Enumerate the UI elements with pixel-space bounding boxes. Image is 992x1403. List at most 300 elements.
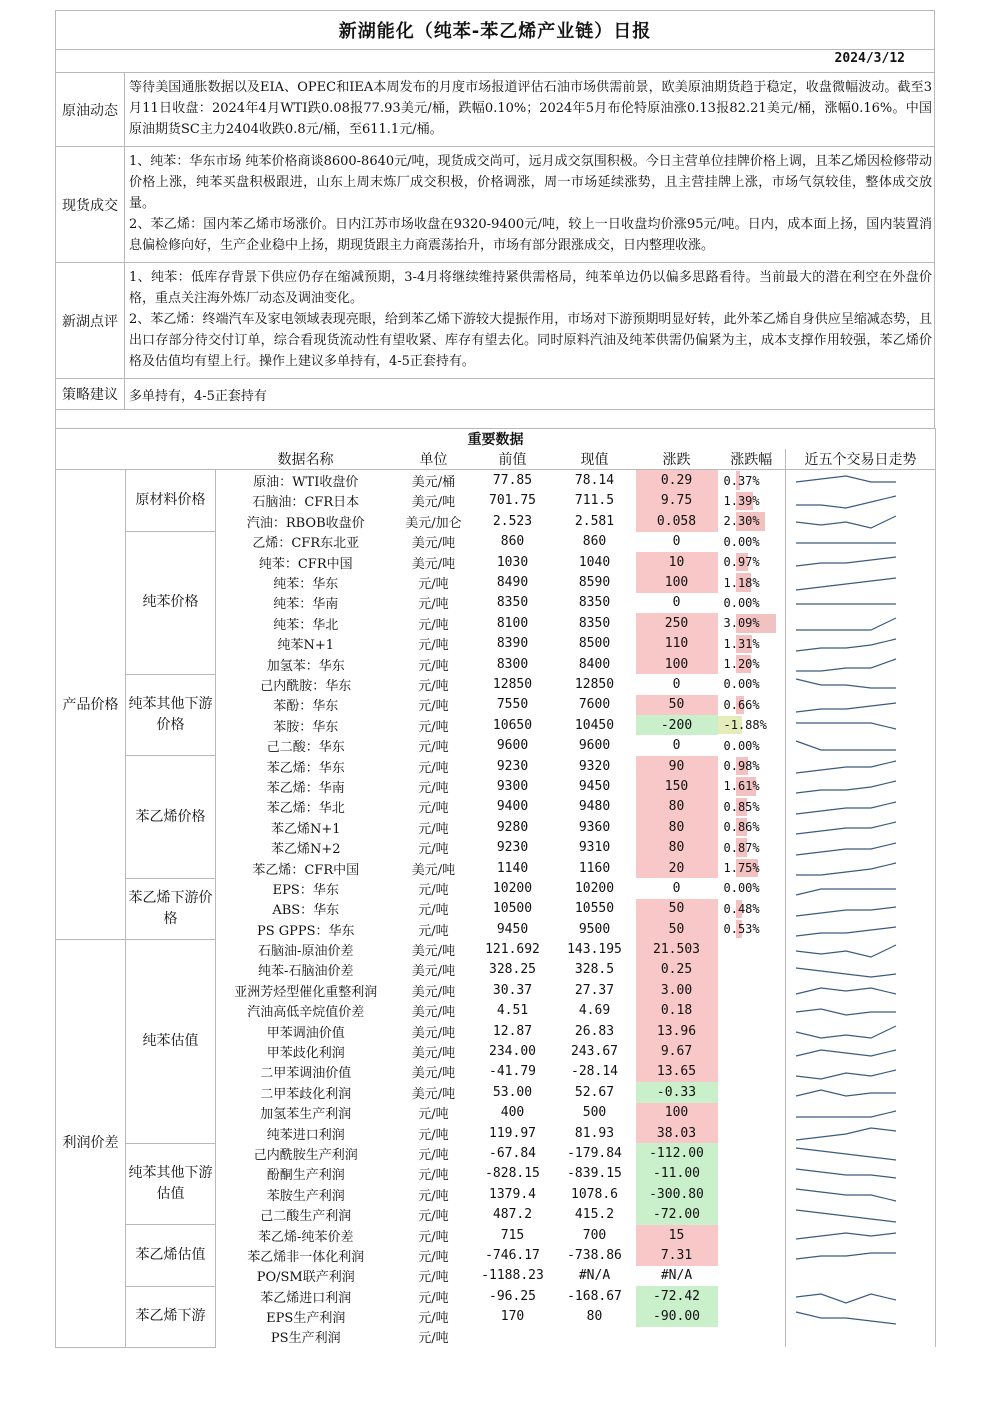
cell-name: 苯胺：华东 [216,715,396,735]
cell-prev: -1188.23 [481,1268,544,1284]
cell-name: 纯苯：华东 [216,572,396,592]
table-row [56,1225,936,1245]
cell-prev: 8490 [496,575,529,591]
cell-unit: 元/吨 [418,1311,449,1327]
column-header: 涨跌 [636,449,718,470]
cell-cur: 9500 [578,921,611,937]
pct-text: 0.85% [723,799,760,814]
cell-name: PS GPPS：华东 [216,919,396,939]
pct-text: 0.48% [723,901,760,916]
cell-name: 苯乙烯进口利润 [216,1286,396,1306]
sparkline [786,674,906,694]
cell-change: 21.503 [636,939,718,959]
pct-text: 0.00% [723,881,760,896]
cell-pct [718,1062,786,1082]
table-row [56,532,936,552]
cell-trend [786,511,936,531]
cell-name: 纯苯：华南 [216,593,396,613]
sparkline [786,919,906,939]
cell-name: 苯乙烯：华东 [216,756,396,776]
sparkline-path [796,802,896,814]
cell-pct [718,960,786,980]
cell-change: 0 [672,676,681,692]
cell-change: 20 [636,858,718,878]
cell-change: -72.00 [636,1204,718,1224]
cell-change: 100 [636,572,718,592]
cell-change: 50 [636,899,718,919]
cell-unit: 元/吨 [418,1127,449,1143]
cell-change: -0.33 [636,1082,718,1102]
header-spacer [56,449,216,470]
cell-cur: 81.93 [574,1125,615,1141]
sparkline-path [796,723,896,729]
sparkline-path [796,1070,896,1079]
cell-unit: 美元/吨 [411,1046,456,1062]
cell-pct [718,532,786,552]
cell-unit: 美元/吨 [411,1066,456,1082]
cell-prev: 8350 [496,595,529,611]
cell-change: 0.18 [636,1001,718,1021]
sparkline [786,1021,906,1041]
cell-unit: 美元/吨 [411,1086,456,1102]
cell-prev: 4.51 [496,1003,529,1019]
cell-prev: 9300 [496,778,529,794]
sparkline-path [796,741,896,750]
pct-text: 0.87% [723,840,760,855]
cell-pct [718,797,786,817]
sparkline [786,552,906,572]
cell-unit: 元/吨 [418,1147,449,1163]
table-row [56,1286,936,1306]
sparkline [786,776,906,796]
pct-text: 0.37% [723,473,760,488]
sparkline-path [796,1090,896,1096]
cell-change: 15 [636,1225,718,1245]
sparkline-path [796,1148,896,1160]
cell-change: 80 [636,797,718,817]
cell-trend [786,1164,936,1184]
sparkline [786,858,906,878]
cell-prev: 400 [500,1105,525,1121]
cell-prev: 234.00 [489,1044,536,1060]
cell-unit: 元/吨 [418,678,449,694]
section-row [56,379,935,410]
cell-change: 0 [672,595,681,611]
cell-cur: 7600 [578,697,611,713]
commentary-sections [55,72,935,410]
cell-pct [718,491,786,511]
cell-unit: 美元/加仑 [405,515,462,531]
cell-trend [786,1041,936,1061]
sparkline [786,1143,906,1163]
cell-trend [786,695,936,715]
cell-prev: 30.37 [492,982,533,998]
table-title-row [56,429,936,450]
cell-prev: -41.79 [489,1064,536,1080]
cell-name: 己内酰胺：华东 [216,674,396,694]
cell-pct [718,756,786,776]
sparkline [786,1205,906,1225]
cell-change: -300.80 [636,1184,718,1204]
cell-prev: 1379.4 [489,1186,536,1202]
cell-name: EPS：华东 [216,878,396,898]
cell-pct [718,1204,786,1224]
cell-prev: 487.2 [492,1207,533,1223]
section-content [125,379,935,410]
cell-cur: 9310 [578,840,611,856]
cell-unit: 元/吨 [418,1209,449,1225]
report-header [55,10,935,72]
cell-change: 0 [672,534,681,550]
sparkline [786,940,906,960]
cell-name: 苯乙烯N+1 [216,817,396,837]
cell-unit: 美元/吨 [411,964,456,980]
cell-prev [472,1327,554,1347]
subgroup-label: 原材料价格 [126,470,216,532]
sparkline-path [796,1111,896,1117]
cell-change: 150 [636,776,718,796]
key-data-table [55,428,936,1348]
cell-change: 13.96 [636,1021,718,1041]
cell-pct [718,572,786,592]
section-paragraph: 1、纯苯：华东市场 纯苯价格商谈8600-8640元/吨，现货成交尚可，远月成交氛围积极。今日主营单位挂牌价格上调，且苯乙烯因检修带动价格上涨，纯苯买盘积极跟进，山东上周末炼厂成交积极，价格调涨，周一市场延续涨势，且主营挂牌上涨，市场气氛较佳，整体成交放量。 [129,154,932,211]
cell-pct [718,1266,786,1286]
cell-unit: 元/吨 [418,740,449,756]
section-label: 新湖点评 [56,263,125,379]
cell-trend [786,552,936,572]
cell-prev: 10650 [492,717,533,733]
pct-text: 0.98% [723,759,760,774]
sparkline [786,471,906,491]
section-row [56,73,935,147]
cell-name: 己内酰胺生产利润 [216,1143,396,1163]
cell-trend [786,837,936,857]
cell-change: 90 [636,756,718,776]
pct-text: 0.00% [723,534,760,549]
pct-text: -1.88% [723,718,767,733]
cell-unit: 元/吨 [418,760,449,776]
cell-cur: 4.69 [578,1003,611,1019]
cell-pct [718,1082,786,1102]
sparkline-path [796,1312,896,1324]
pct-text: 0.00% [723,595,760,610]
cell-name: 纯苯：华北 [216,613,396,633]
cell-name: 石脑油-原油价差 [216,939,396,959]
sparkline [786,715,906,735]
cell-cur: 26.83 [574,1023,615,1039]
sparkline-path [796,761,896,773]
cell-unit: 元/吨 [418,1229,449,1245]
cell-cur: 711.5 [574,493,615,509]
pct-text: 0.86% [723,820,760,835]
cell-unit: 元/吨 [418,1290,449,1306]
cell-trend [786,1327,936,1347]
cell-prev: 12.87 [492,1023,533,1039]
cell-unit: 元/吨 [418,1249,449,1265]
cell-cur: 9480 [578,799,611,815]
sparkline-path [796,557,896,566]
cell-trend [786,572,936,592]
column-header: 现值 [554,449,636,470]
cell-trend [786,1062,936,1082]
cell-trend [786,919,936,939]
cell-trend [786,1286,936,1306]
cell-unit: 美元/吨 [411,495,456,511]
cell-name: 纯苯N+1 [216,634,396,654]
cell-prev: 715 [500,1227,525,1243]
pct-text: 0.00% [723,677,760,692]
cell-change: 80 [636,837,718,857]
cell-pct [718,674,786,694]
pct-text: 0.97% [723,555,760,570]
cell-pct [718,1021,786,1041]
cell-unit: 美元/吨 [411,556,456,572]
sparkline-path [796,968,896,977]
cell-unit: 元/吨 [418,842,449,858]
cell-change: 250 [636,613,718,633]
cell-trend [786,1225,936,1245]
sparkline [786,756,906,776]
cell-pct [718,878,786,898]
cell-trend [786,674,936,694]
sparkline-path [796,1009,896,1015]
cell-trend [786,1204,936,1224]
sparkline-path [796,1210,896,1222]
group-label: 产品价格 [56,470,126,939]
cell-trend [786,1103,936,1123]
cell-prev: 860 [500,534,525,550]
cell-name: 己二酸：华东 [216,735,396,755]
cell-pct [718,939,786,959]
cell-name: 加氢苯生产利润 [216,1103,396,1123]
cell-unit: 美元/吨 [411,1005,456,1021]
cell-name: PO/SM联产利润 [216,1266,396,1286]
sparkline-path [796,496,896,508]
cell-change: -112.00 [636,1143,718,1163]
cell-trend [786,776,936,796]
cell-pct [718,654,786,674]
cell-cur: 52.67 [574,1084,615,1100]
table-row [56,674,936,694]
sparkline [786,491,906,511]
subgroup-label: 苯乙烯下游 [126,1286,216,1347]
section-paragraph: 等待美国通胀数据以及EIA、OPEC和IEA本周发布的月度市场报道评估石油市场供需前景，欧美原油期货趋于稳定，收盘微幅波动。截至3月11日收盘：2024年4月WTI跌0.08报77.93美元/桶，跌幅0.10%；2024年5月布伦特原油涨0.13报82.21美元/桶，涨幅0.16%。中国原油期货SC主力2404收跌0.8元/桶，至611.1元/桶。 [129,80,932,137]
sparkline-path [796,1026,896,1038]
cell-pct [718,593,786,613]
cell-cur: 243.67 [571,1044,618,1060]
subgroup-label: 纯苯其他下游价格 [126,674,216,756]
cell-trend [786,858,936,878]
cell-trend [786,878,936,898]
sparkline-path [796,476,896,482]
cell-pct [718,899,786,919]
table-row [56,470,936,491]
cell-pct [718,552,786,572]
cell-pct [718,1143,786,1163]
cell-cur: 78.14 [574,473,615,489]
sparkline-path [796,945,896,957]
section-label: 现货成交 [56,147,125,263]
sparkline [786,1164,906,1184]
cell-trend [786,817,936,837]
cell-cur: 1078.6 [571,1186,618,1202]
cell-prev: 10200 [492,880,533,896]
cell-trend [786,1143,936,1163]
cell-change: 38.03 [636,1123,718,1143]
sparkline [786,1225,906,1245]
cell-trend [786,899,936,919]
cell-pct [718,817,786,837]
cell-change: 10 [636,552,718,572]
cell-pct [718,1225,786,1245]
cell-change: 100 [636,1103,718,1123]
cell-unit: 美元/吨 [411,984,456,1000]
cell-unit: 元/吨 [418,882,449,898]
cell-trend [786,756,936,776]
cell-unit: 元/吨 [418,1331,449,1347]
cell-cur: 10200 [574,880,615,896]
cell-cur: -738.86 [567,1247,622,1263]
cell-prev: 12850 [492,676,533,692]
cell-cur: -28.14 [571,1064,618,1080]
cell-prev: -828.15 [485,1166,540,1182]
cell-unit: 元/吨 [418,597,449,613]
cell-change: 110 [636,634,718,654]
cell-pct [718,634,786,654]
cell-trend [786,1123,936,1143]
cell-unit: 元/吨 [418,903,449,919]
cell-prev: 77.85 [492,473,533,489]
cell-cur: 1160 [578,860,611,876]
cell-cur: 8500 [578,636,611,652]
cell-unit: 元/吨 [418,1168,449,1184]
sparkline-path [796,516,896,528]
section-content [125,147,935,263]
cell-name: 苯胺生产利润 [216,1184,396,1204]
section-row [56,263,935,379]
sparkline [786,1286,906,1306]
cell-pct [718,511,786,531]
cell-pct [718,858,786,878]
cell-unit: 元/吨 [418,923,449,939]
cell-name: 苯乙烯N+2 [216,837,396,857]
cell-change: 100 [636,654,718,674]
cell-prev: 10500 [492,901,533,917]
cell-trend [786,715,936,735]
cell-name: 原油：WTI收盘价 [216,470,396,491]
cell-cur: 9320 [578,758,611,774]
cell-prev: 170 [500,1309,525,1325]
cell-prev: 9450 [496,921,529,937]
cell-name: 甲苯调油价值 [216,1021,396,1041]
sparkline-path [796,1233,896,1239]
sparkline [786,573,906,593]
cell-change: -90.00 [636,1306,718,1326]
pct-text: 0.66% [723,697,760,712]
cell-unit: 美元/吨 [411,862,456,878]
cell-pct [718,1286,786,1306]
cell-trend [786,1184,936,1204]
sparkline [786,980,906,1000]
cell-pct [718,1184,786,1204]
sparkline [786,1245,906,1265]
sparkline-path [796,1169,896,1178]
cell-change: 0.29 [636,470,718,491]
section-paragraph: 多单持有，4-5正套持有 [129,388,267,404]
cell-trend [786,939,936,959]
cell-pct [718,1306,786,1326]
cell-change: 80 [636,817,718,837]
cell-prev: 2.523 [492,513,533,529]
cell-pct [718,735,786,755]
cell-cur: 8350 [578,615,611,631]
column-header: 近五个交易日走势 [786,449,936,470]
cell-unit: 元/吨 [418,821,449,837]
cell-cur: 143.195 [567,942,622,958]
pct-text: 3.09% [723,616,760,631]
cell-cur: -839.15 [567,1166,622,1182]
cell-change: 3.00 [636,980,718,1000]
sparkline-path [796,889,896,895]
cell-change: 0.25 [636,960,718,980]
sparkline [786,634,906,654]
cell-change: 50 [636,919,718,939]
cell-change: 0.058 [636,511,718,531]
table-header-row [56,449,936,470]
cell-trend [786,797,936,817]
cell-prev: 119.97 [489,1125,536,1141]
cell-name: 乙烯：CFR东北亚 [216,532,396,552]
pct-text: 1.39% [723,493,760,508]
sparkline [786,532,906,552]
sparkline [786,817,906,837]
cell-trend [786,1245,936,1265]
cell-unit: 元/吨 [418,658,449,674]
cell-prev: 8390 [496,636,529,652]
report-title: 新湖能化（纯苯-苯乙烯产业链）日报 [56,11,935,50]
sparkline-path [796,863,896,875]
cell-pct [718,837,786,857]
column-header: 前值 [472,449,554,470]
cell-change [636,1327,718,1347]
cell-unit: 元/吨 [418,719,449,735]
section-paragraph: 1、纯苯：低库存背景下供应仍存在缩减预期，3-4月将继续维持紧供需格局，纯苯单边仍以偏多思路看待。当前最大的潜在利空在外盘价格，重点关注海外炼厂动态及调油变化。 [129,270,932,306]
cell-cur: 12850 [574,676,615,692]
sparkline [786,593,906,613]
cell-pct [718,1123,786,1143]
pct-text: 1.75% [723,861,760,875]
sparkline [786,1062,906,1082]
subgroup-label: 苯乙烯估值 [126,1225,216,1286]
cell-name: 石脑油：CFR日本 [216,491,396,511]
cell-prev: -746.17 [485,1247,540,1263]
cell-name: 汽油高低辛烷值价差 [216,1001,396,1021]
sparkline [786,1184,906,1204]
sparkline-path [796,618,896,630]
sparkline [786,695,906,715]
cell-change: -200 [636,715,718,735]
sparkline-path [796,927,896,936]
cell-trend [786,470,936,491]
column-header: 数据名称 [216,449,396,470]
cell-name: 亚洲芳烃型催化重整利润 [216,980,396,1000]
cell-cur: 8350 [578,595,611,611]
cell-pct [718,776,786,796]
sparkline-path [796,659,896,671]
cell-name: 纯苯进口利润 [216,1123,396,1143]
pct-text: 2.30% [723,514,760,529]
section-label: 策略建议 [56,379,125,410]
